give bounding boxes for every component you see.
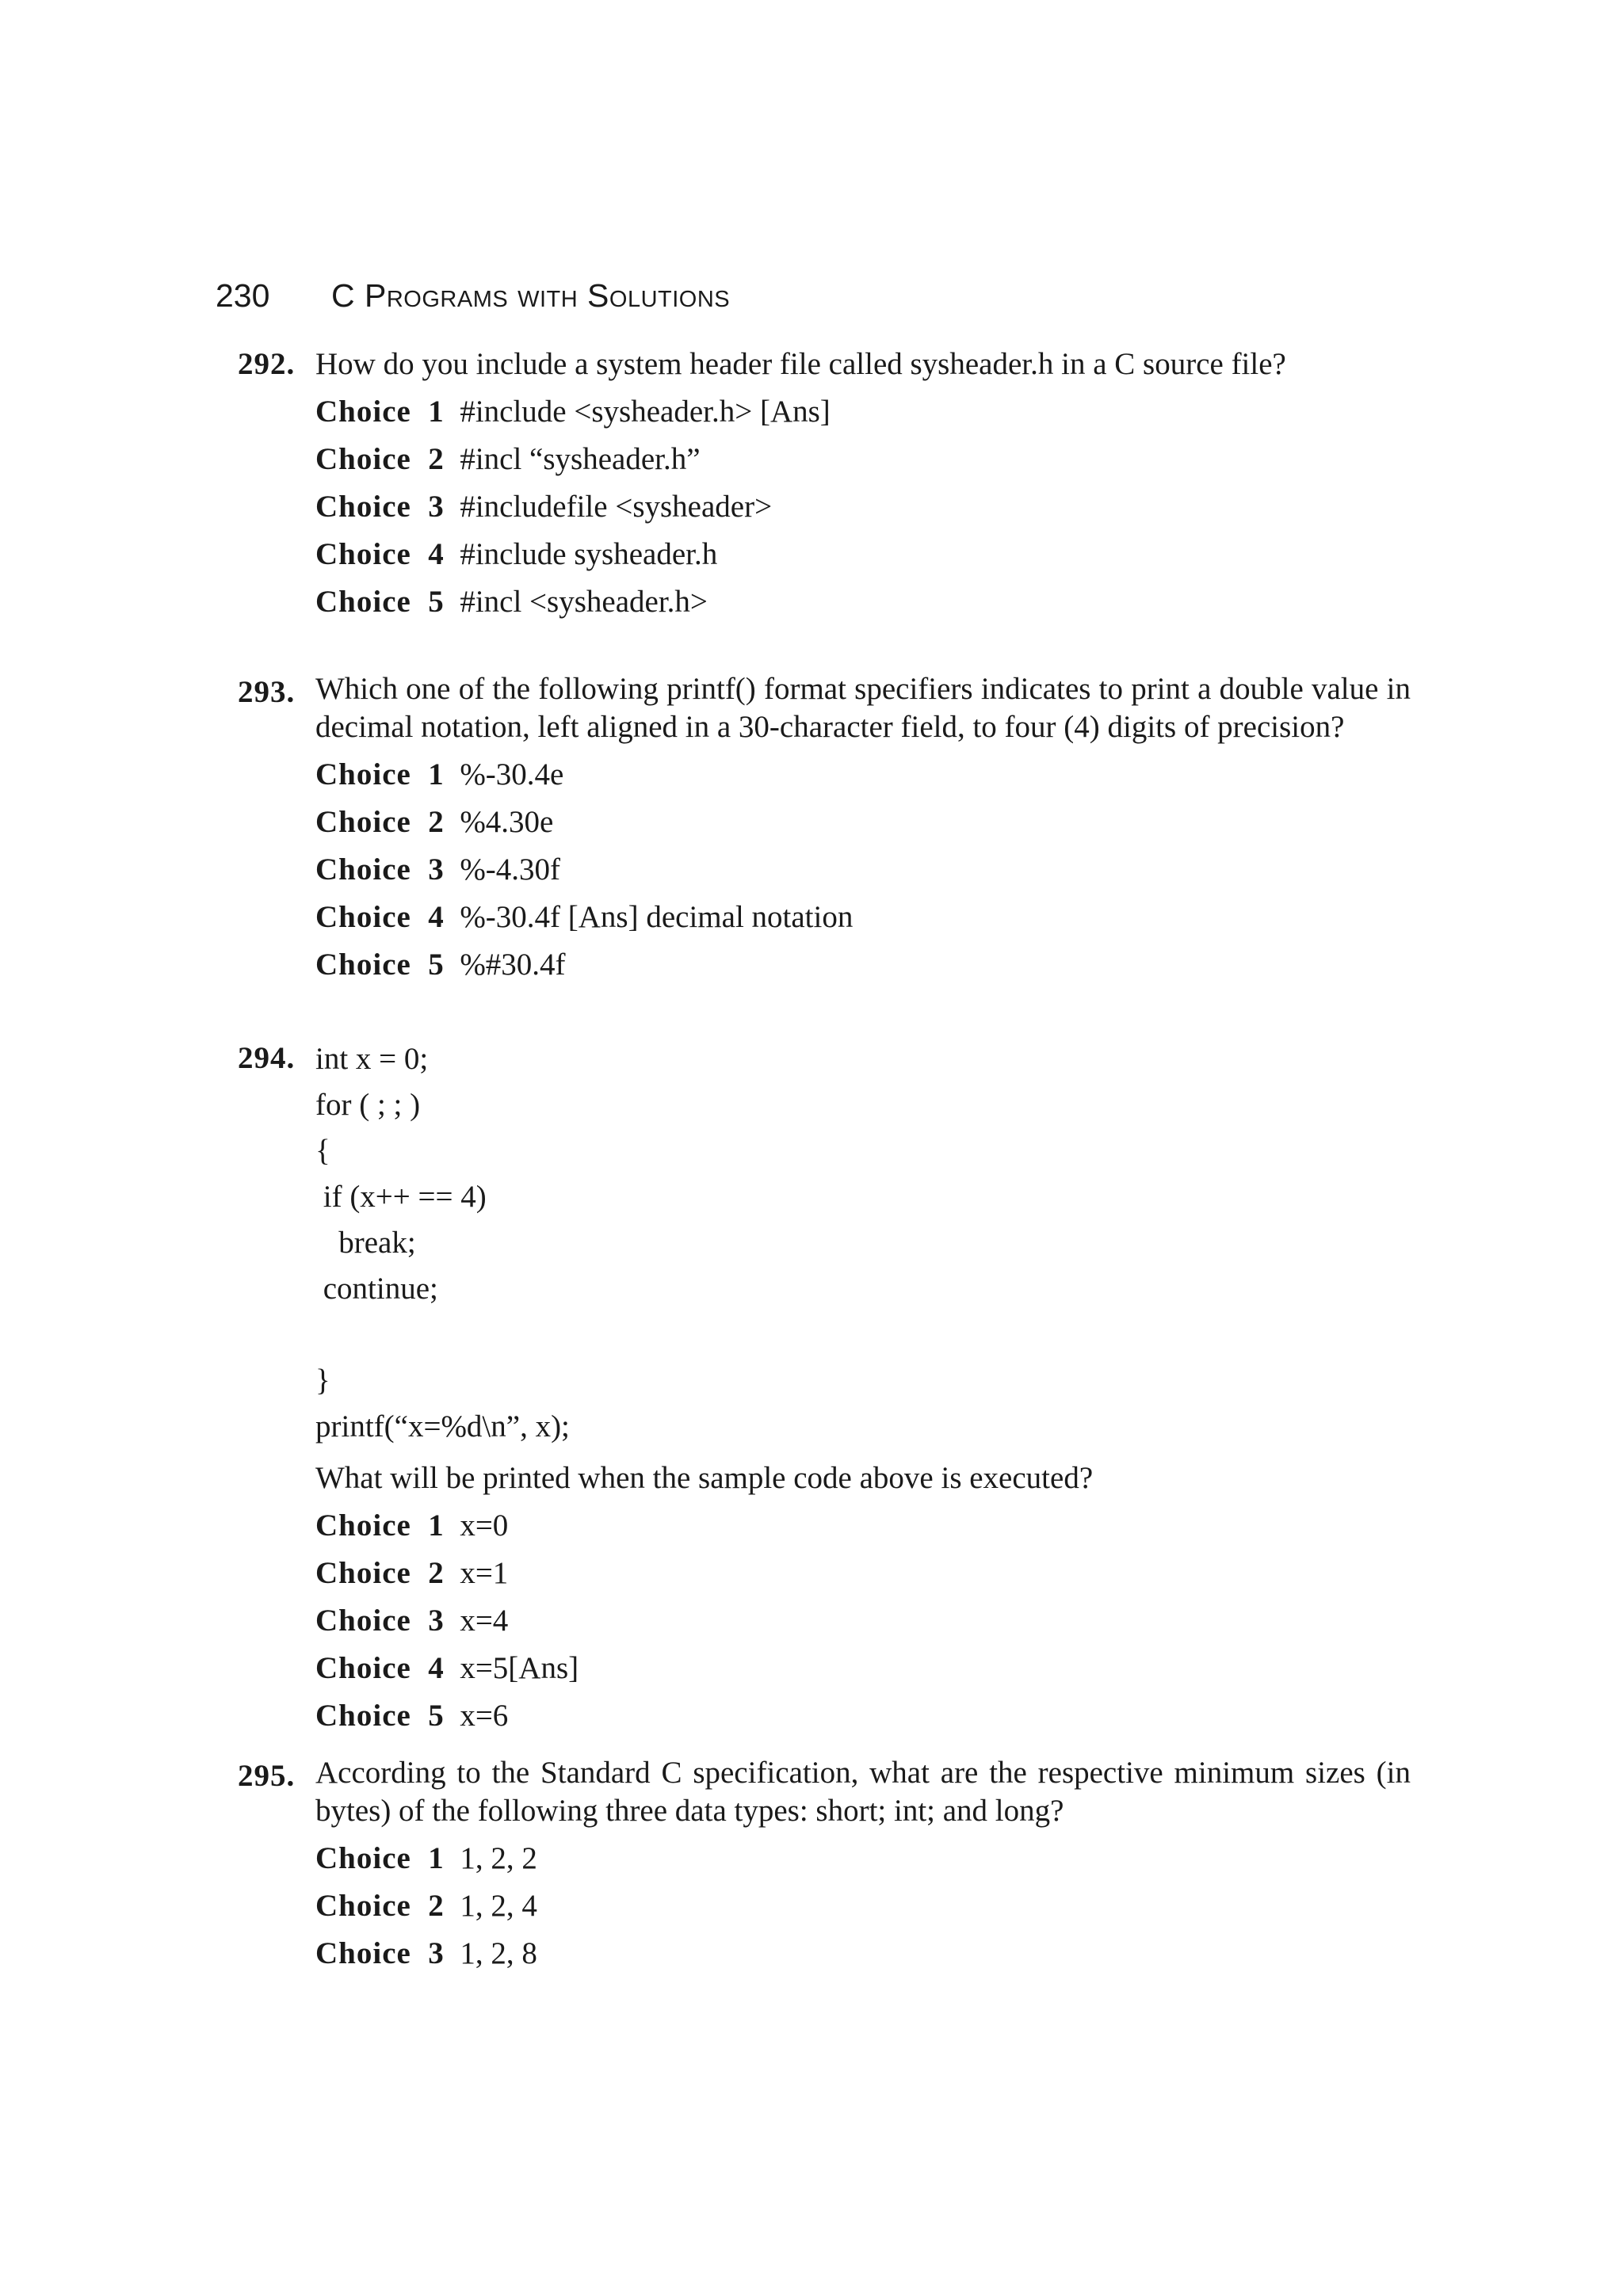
code-line: break; [315, 1226, 416, 1260]
code-line: if (x++ == 4) [315, 1180, 487, 1214]
choice-text: #incl “sysheader.h” [460, 442, 701, 476]
choice-2 [315, 1884, 1411, 1928]
choice-4 [315, 1646, 1411, 1691]
choice-2 [315, 437, 1411, 482]
question-text: Which one of the following printf() format specifiers indicates to print a double value in decimal notation, left aligned in a 30-character field, to four (4) digits of precision? [315, 672, 1411, 744]
choice-text: x=1 [460, 1556, 509, 1590]
choice-4 [315, 895, 1411, 940]
choice-label: Choice 3 [315, 490, 445, 524]
choice-5 [315, 943, 1411, 987]
choice-5 [315, 1694, 1411, 1738]
choice-text: x=4 [460, 1604, 509, 1638]
choice-label: Choice 1 [315, 395, 445, 429]
choice-text: 1, 2, 4 [460, 1889, 537, 1923]
code-line: } [315, 1363, 330, 1398]
choice-text: #incl <sysheader.h> [460, 585, 708, 619]
choice-label: Choice 3 [315, 852, 445, 887]
code-line: continue; [315, 1272, 438, 1306]
choice-label: Choice 4 [315, 1651, 445, 1685]
choice-label: Choice 2 [315, 805, 445, 839]
choice-text: %4.30e [460, 805, 554, 839]
code-line: printf(“x=%d\n”, x); [315, 1409, 570, 1444]
choice-label: Choice 2 [315, 1556, 445, 1590]
code-sample [315, 1036, 1411, 1450]
choice-text: x=0 [460, 1508, 509, 1543]
choice-text: %-30.4f [Ans] decimal notation [460, 900, 854, 934]
choice-text: %#30.4f [460, 948, 566, 982]
choice-2 [315, 800, 1411, 845]
question-body [315, 342, 1411, 624]
choice-text: %-30.4e [460, 757, 564, 791]
choice-text: x=6 [460, 1699, 509, 1733]
choice-text: x=5[Ans] [460, 1651, 579, 1685]
choice-1 [315, 390, 1411, 434]
book-title: C Programs with Solutions [331, 277, 731, 314]
choice-label: Choice 5 [315, 1699, 445, 1733]
choice-text: 1, 2, 8 [460, 1936, 537, 1970]
choice-text: #includefile <sysheader> [460, 490, 773, 524]
question-body [315, 1036, 1411, 1738]
question-text: What will be printed when the sample code above is executed? [315, 1461, 1094, 1495]
choice-3 [315, 1599, 1411, 1643]
choice-label: Choice 4 [315, 900, 445, 934]
question-number: 295. [238, 1759, 296, 1793]
choice-2 [315, 1551, 1411, 1596]
code-line [315, 1312, 1411, 1358]
question-number: 293. [238, 675, 296, 709]
question-text: According to the Standard C specification, what are the respective minimum sizes (in bytes) of the following three data types: short; int; and long? [315, 1756, 1411, 1828]
code-line: { [315, 1134, 330, 1168]
choice-label: Choice 2 [315, 442, 445, 476]
question-number: 292. [238, 347, 296, 381]
choice-label: Choice 3 [315, 1936, 445, 1970]
choice-label: Choice 5 [315, 948, 445, 982]
choice-text: #include sysheader.h [460, 537, 718, 571]
question-body [315, 1754, 1411, 1976]
choice-3 [315, 485, 1411, 529]
choice-label: Choice 1 [315, 757, 445, 791]
choice-1 [315, 1504, 1411, 1548]
choice-label: Choice 2 [315, 1889, 445, 1923]
choice-label: Choice 4 [315, 537, 445, 571]
code-line: int x = 0; [315, 1042, 429, 1076]
choice-label: Choice 1 [315, 1841, 445, 1875]
code-line: for ( ; ; ) [315, 1088, 421, 1122]
choice-3 [315, 1932, 1411, 1976]
choice-text: 1, 2, 2 [460, 1841, 537, 1875]
choice-label: Choice 3 [315, 1604, 445, 1638]
choice-label: Choice 5 [315, 585, 445, 619]
question-body [315, 670, 1411, 987]
page-number: 230 [216, 277, 270, 314]
choice-3 [315, 848, 1411, 892]
choice-label: Choice 1 [315, 1508, 445, 1543]
choice-4 [315, 532, 1411, 577]
choice-text: #include <sysheader.h> [Ans] [460, 395, 831, 429]
choice-5 [315, 580, 1411, 624]
choice-text: %-4.30f [460, 852, 561, 887]
choice-1 [315, 753, 1411, 797]
choice-1 [315, 1836, 1411, 1881]
question-number: 294. [238, 1041, 296, 1075]
question-text: How do you include a system header file called sysheader.h in a C source file? [315, 347, 1286, 381]
